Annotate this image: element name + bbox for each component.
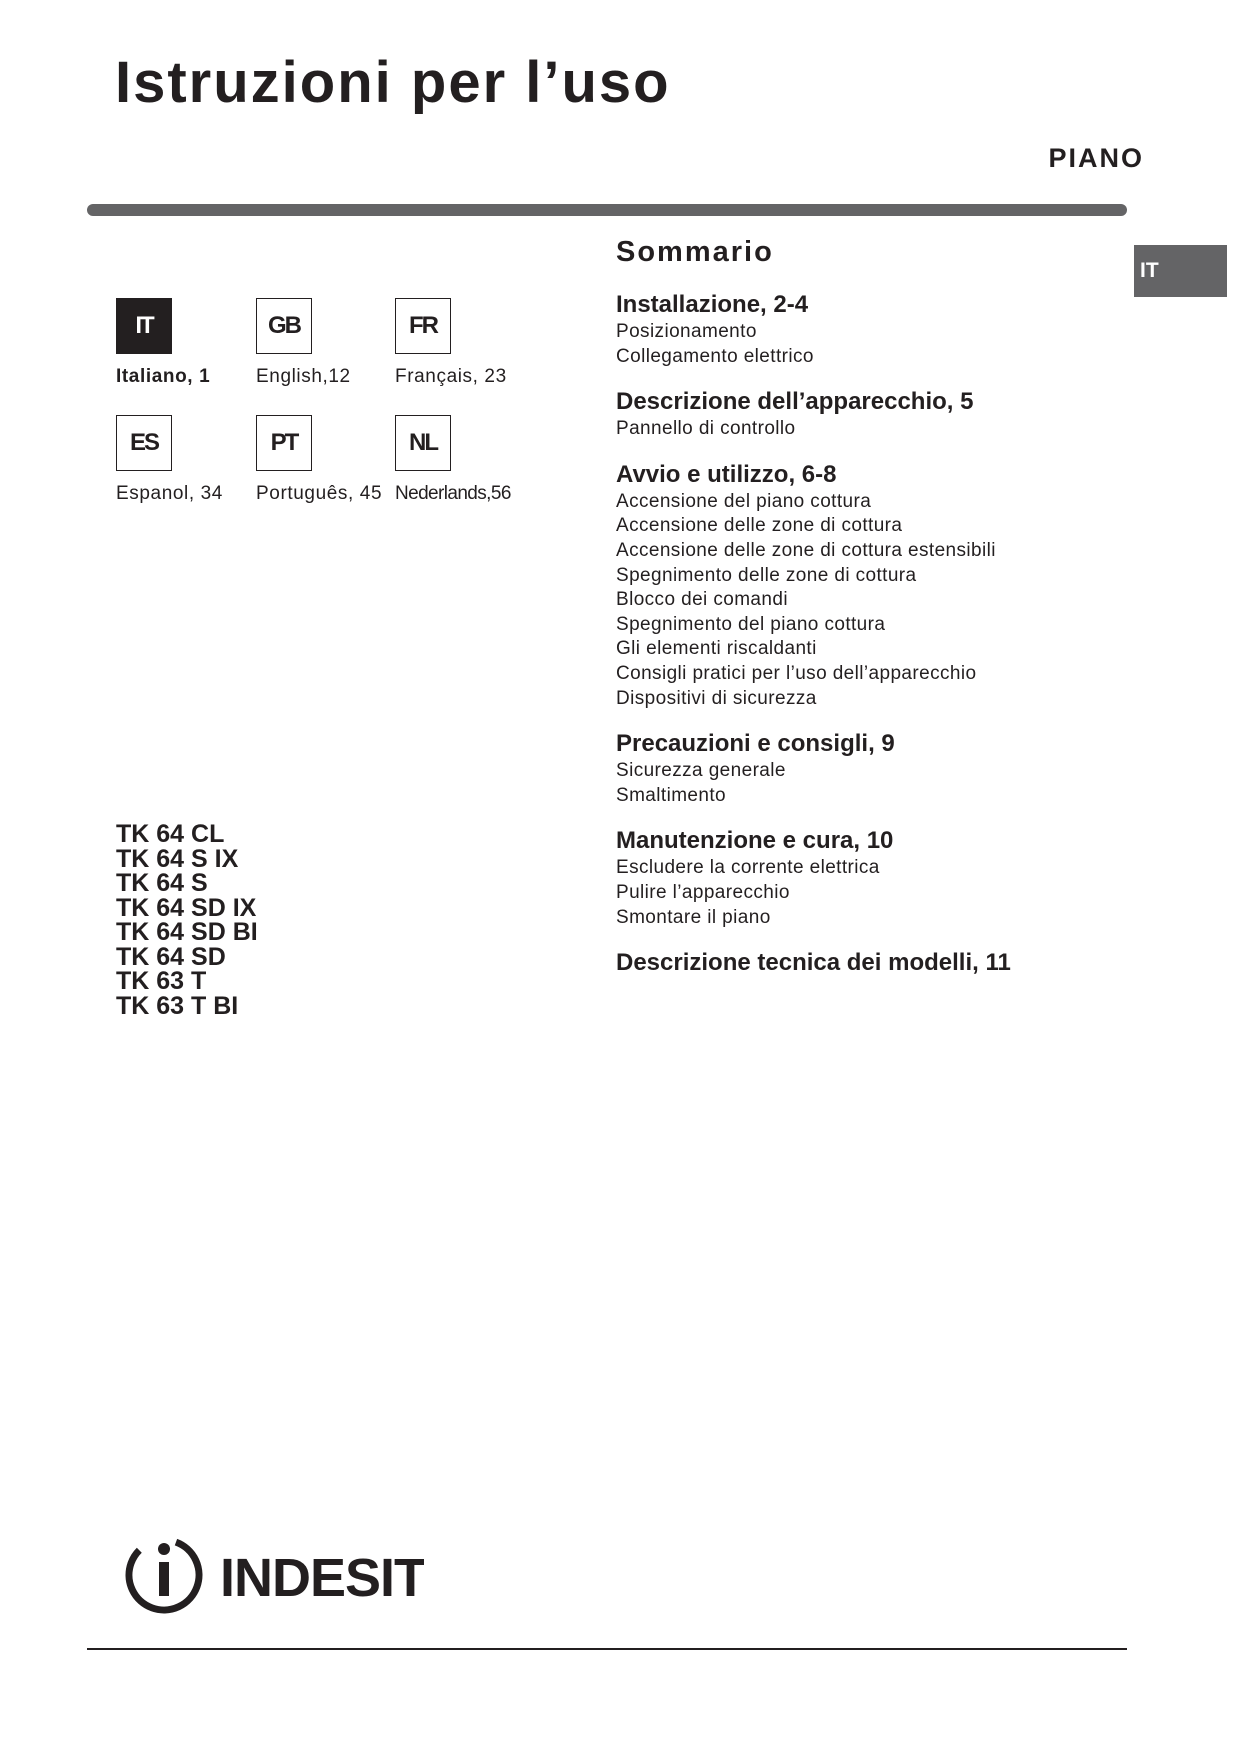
toc-item[interactable]: Dispositivi di sicurezza [616, 687, 817, 709]
toc-heading[interactable]: Descrizione tecnica dei modelli, 11 [616, 949, 1011, 977]
language-code-box: IT [116, 298, 172, 354]
language-side-tab: IT [1134, 245, 1227, 297]
language-option-nl[interactable] [395, 415, 535, 505]
toc-item[interactable]: Consigli pratici per l’uso dell’apparecchio [616, 662, 977, 684]
model-name: TK 63 T [116, 967, 207, 995]
logo-wordmark: INDESIT [220, 1548, 424, 1608]
model-name: TK 64 S IX [116, 844, 239, 873]
model-name: TK 64 SD BI [116, 918, 258, 946]
toc-section-descrizione-tecnica [616, 948, 1116, 978]
toc-heading[interactable]: Installazione, 2-4 [616, 291, 809, 318]
toc-item[interactable]: Escludere la corrente elettrica [616, 857, 880, 879]
toc-item[interactable]: Pannello di controllo [616, 418, 796, 440]
model-name: TK 63 T BI [116, 991, 239, 1020]
language-label: Français, 23 [395, 366, 507, 387]
language-option-pt[interactable] [256, 415, 396, 505]
indesit-logo-icon [124, 1534, 424, 1616]
toc-item[interactable]: Spegnimento del piano cottura [616, 613, 886, 635]
toc-item[interactable]: Smaltimento [616, 784, 726, 806]
toc-section-descrizione [616, 387, 1116, 442]
language-label: English,12 [256, 366, 351, 387]
toc-section-installazione [616, 290, 1116, 369]
toc-heading[interactable]: Descrizione dell’apparecchio, 5 [616, 388, 974, 416]
language-label: Italiano, 1 [116, 366, 211, 387]
language-option-es[interactable] [116, 415, 256, 505]
language-code-box: ES [116, 415, 172, 471]
header-divider [87, 204, 1127, 216]
footer-divider [87, 1648, 1127, 1650]
language-option-fr[interactable] [395, 298, 535, 388]
language-label: Português, 45 [256, 483, 383, 504]
contents-title: Sommario [616, 236, 774, 268]
toc-item[interactable]: Smontare il piano [616, 906, 771, 928]
toc-heading[interactable]: Avvio e utilizzo, 6-8 [616, 460, 837, 488]
toc-item[interactable]: Sicurezza generale [616, 760, 786, 782]
toc-item[interactable]: Accensione del piano cottura [616, 490, 872, 512]
language-option-it[interactable] [116, 298, 256, 388]
toc-item[interactable]: Spegnimento delle zone di cottura [616, 564, 917, 586]
model-name: TK 64 S [116, 869, 208, 897]
toc-section-precauzioni [616, 729, 1116, 808]
toc-section-manutenzione [616, 826, 1116, 930]
language-code-box: GB [256, 298, 312, 354]
language-code-box: PT [256, 415, 312, 471]
language-label: Espanol, 34 [116, 483, 223, 504]
toc-item[interactable]: Accensione delle zone di cottura [616, 515, 903, 537]
product-category: PIANO [1048, 143, 1144, 173]
model-name: TK 64 SD IX [116, 893, 257, 922]
toc-section-avvio [616, 460, 1116, 711]
toc-item[interactable]: Accensione delle zone di cottura estensibili [616, 539, 996, 561]
language-code-box: FR [395, 298, 451, 354]
toc-item[interactable]: Collegamento elettrico [616, 345, 814, 367]
model-name: TK 64 SD [116, 942, 226, 971]
toc-heading[interactable]: Manutenzione e cura, 10 [616, 827, 894, 855]
toc-item[interactable]: Blocco dei comandi [616, 589, 788, 611]
language-code-box: NL [395, 415, 451, 471]
toc-item[interactable]: Posizionamento [616, 321, 757, 342]
model-name: TK 64 CL [116, 820, 225, 848]
toc-item[interactable]: Gli elementi riscaldanti [616, 638, 817, 660]
indesit-logo [124, 1534, 424, 1616]
toc-item[interactable]: Pulire l’apparecchio [616, 881, 790, 903]
language-label: Nederlands,56 [395, 483, 511, 504]
language-option-gb[interactable] [256, 298, 396, 388]
model-list [116, 822, 258, 1018]
document-title: Istruzioni per l’uso [115, 50, 671, 115]
toc-heading[interactable]: Precauzioni e consigli, 9 [616, 730, 895, 758]
table-of-contents [616, 232, 1116, 996]
